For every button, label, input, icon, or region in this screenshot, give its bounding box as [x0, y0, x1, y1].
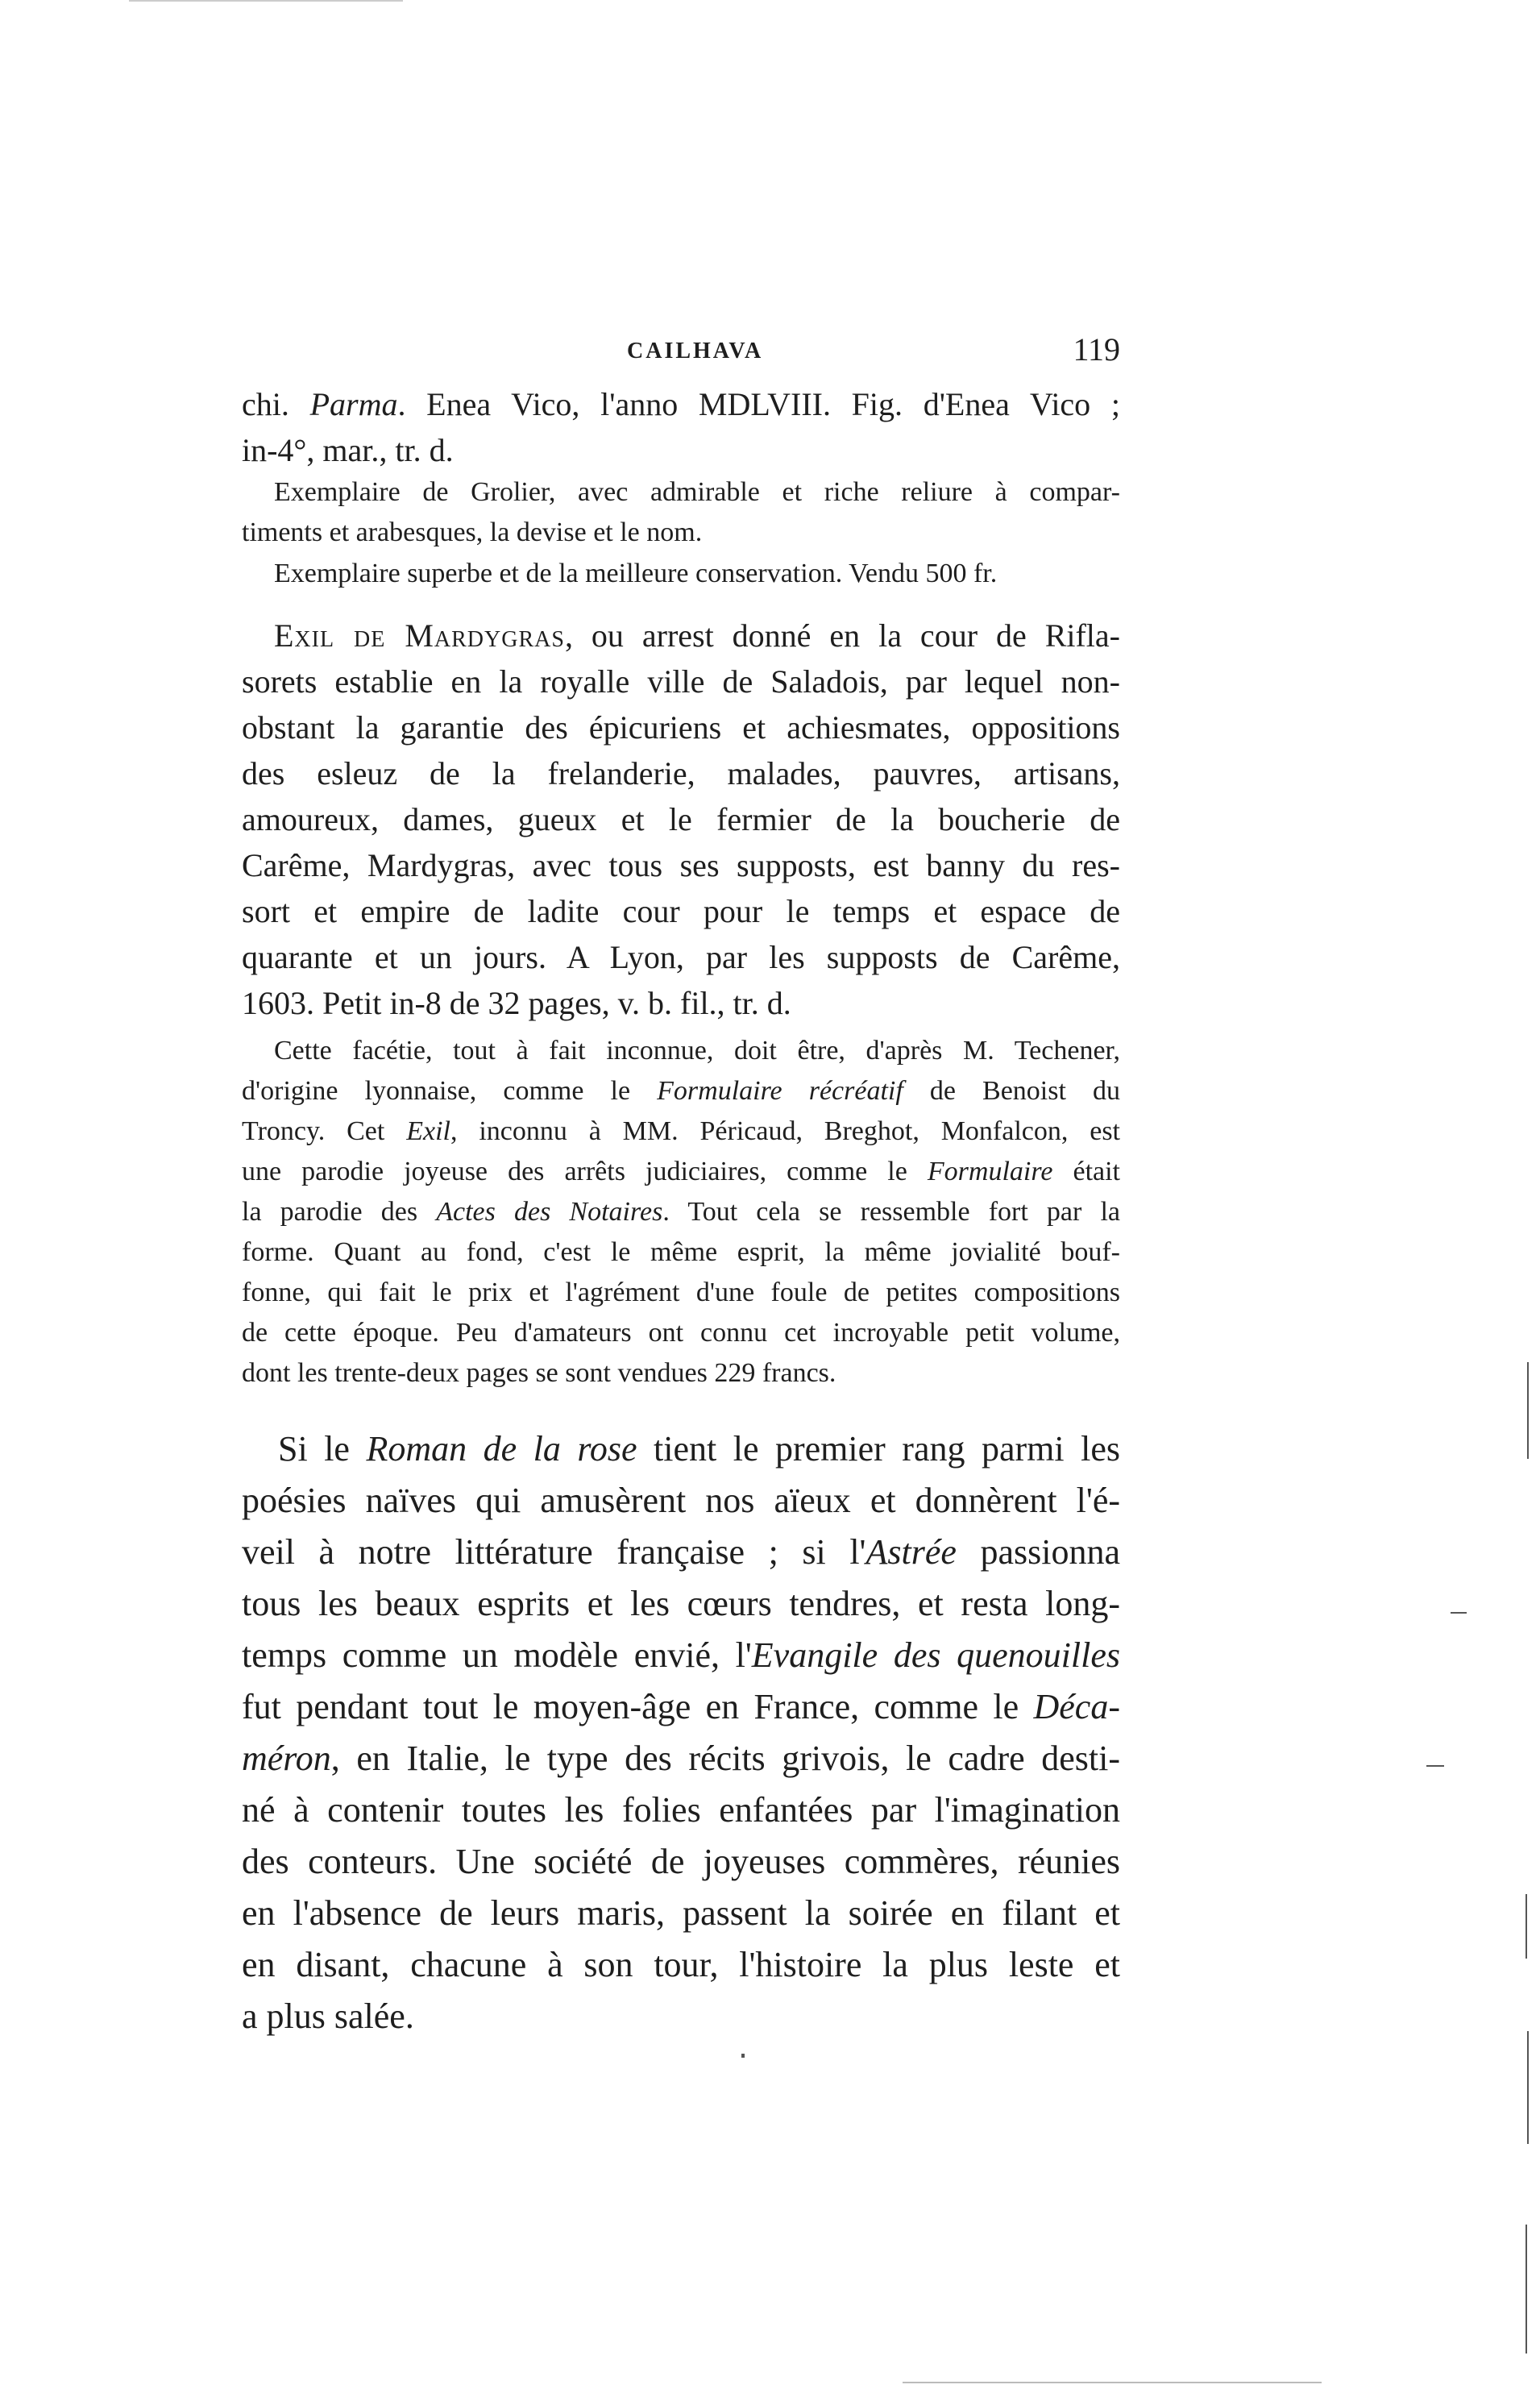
scan-artifact: [1527, 1362, 1529, 1459]
entry-line: Exil de Mardygras, ou arrest donné en la cour de Rifla-: [274, 617, 1120, 654]
body-line: veil à notre littérature française ; si l'Astrée passionna: [242, 1532, 1120, 1572]
note-line: Exemplaire de Grolier, avec admirable et riche reliure à compar-: [274, 477, 1120, 507]
scan-artifact: [903, 2382, 1322, 2383]
entry-line: in-4°, mar., tr. d.: [242, 432, 454, 468]
note-line: timents et arabesques, la devise et le nom.: [242, 517, 703, 547]
entry-line: chi. Parma. Enea Vico, l'anno MDLVIII. Fig. d'Enea Vico ;: [242, 386, 1120, 422]
scan-artifact: [1525, 1894, 1527, 1959]
entry-line: 1603. Petit in-8 de 32 pages, v. b. fil., tr. d.: [242, 985, 791, 1021]
entry-line: sorets establie en la royalle ville de Saladois, par lequel non-: [242, 663, 1120, 700]
note-line: forme. Quant au fond, c'est le même esprit, la même jovialité bouf-: [242, 1237, 1120, 1267]
entry-line: des esleuz de la frelanderie, malades, pauvres, artisans,: [242, 755, 1120, 791]
body-line: poésies naïves qui amusèrent nos aïeux et donnèrent l'é-: [242, 1481, 1120, 1520]
note-line: Cette facétie, tout à fait inconnue, doit être, d'après M. Techener,: [274, 1036, 1120, 1066]
page-number: 119: [1073, 331, 1120, 368]
body-line: en l'absence de leurs maris, passent la soirée en filant et: [242, 1893, 1120, 1933]
note-line: fonne, qui fait le prix et l'agrément d'une foule de petites compositions: [242, 1278, 1120, 1307]
body-line: temps comme un modèle envié, l'Evangile des quenouilles: [242, 1635, 1120, 1675]
note-line: de cette époque. Peu d'amateurs ont connu cet incroyable petit volume,: [242, 1318, 1120, 1348]
scan-artifact: [1451, 1612, 1467, 1614]
scan-artifact: [1527, 2031, 1529, 2144]
scan-artifact: [741, 2054, 745, 2058]
body-line: Si le Roman de la rose tient le premier rang parmi les: [278, 1429, 1120, 1469]
entry-line: quarante et un jours. A Lyon, par les supposts de Carême,: [242, 939, 1120, 975]
body-line: méron, en Italie, le type des récits grivois, le cadre desti-: [242, 1739, 1120, 1778]
note-line: d'origine lyonnaise, comme le Formulaire récréatif de Benoist du: [242, 1076, 1120, 1106]
page-header: [242, 330, 1128, 379]
scan-artifact: [1426, 1765, 1444, 1767]
body-line: en disant, chacune à son tour, l'histoire la plus leste et: [242, 1945, 1120, 1984]
body-line: fut pendant tout le moyen-âge en France, comme le Déca-: [242, 1687, 1120, 1726]
note-line: dont les trente-deux pages se sont vendues 229 francs.: [242, 1358, 836, 1388]
body-line: a plus salée.: [242, 1996, 414, 2036]
scan-artifact: [1525, 2225, 1527, 2354]
running-title: CAILHAVA: [627, 339, 764, 364]
note-line: Exemplaire superbe et de la meilleure conservation. Vendu 500 fr.: [274, 559, 998, 588]
entry-line: amoureux, dames, gueux et le fermier de la boucherie de: [242, 801, 1120, 837]
body-line: né à contenir toutes les folies enfantées par l'imagination: [242, 1790, 1120, 1830]
entry-line: obstant la garantie des épicuriens et achiesmates, oppositions: [242, 709, 1120, 746]
entry-line: Carême, Mardygras, avec tous ses supposts, est banny du res-: [242, 847, 1120, 883]
body-line: tous les beaux esprits et les cœurs tendres, et resta long-: [242, 1584, 1120, 1623]
note-line: la parodie des Actes des Notaires. Tout cela se ressemble fort par la: [242, 1197, 1121, 1227]
body-line: des conteurs. Une société de joyeuses commères, réunies: [242, 1842, 1120, 1881]
scan-artifact: [129, 0, 403, 2]
note-line: Troncy. Cet Exil, inconnu à MM. Péricaud, Breghot, Monfalcon, est: [242, 1116, 1121, 1146]
entry-line: sort et empire de ladite cour pour le temps et espace de: [242, 893, 1120, 929]
note-line: une parodie joyeuse des arrêts judiciaires, comme le Formulaire était: [242, 1157, 1120, 1186]
